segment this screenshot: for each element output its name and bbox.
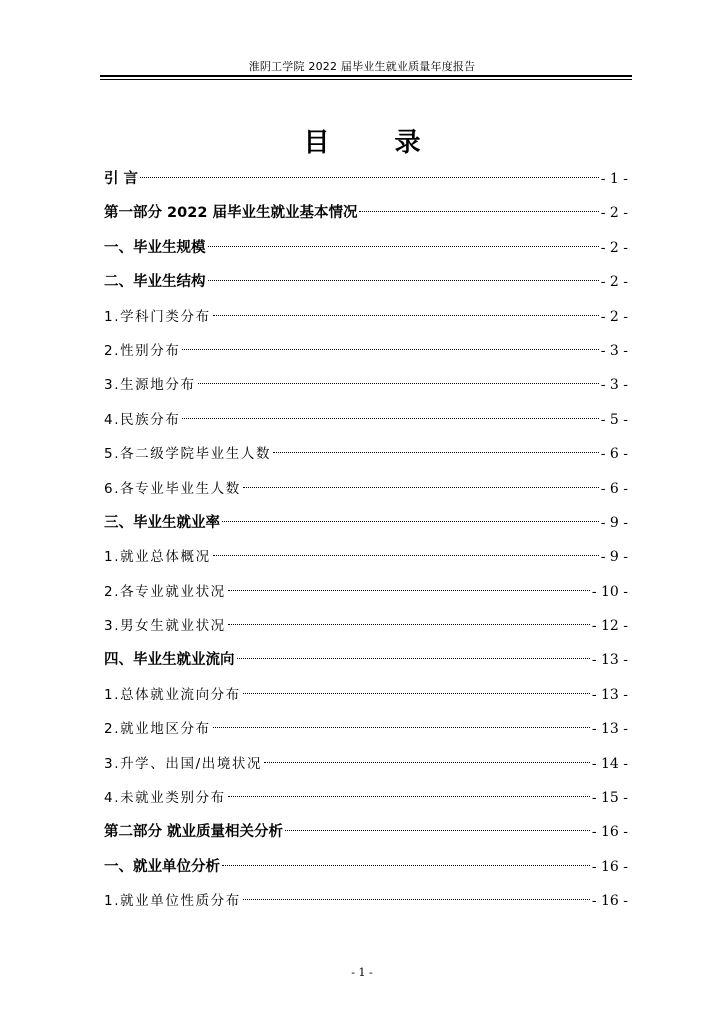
toc-entry[interactable] [104,265,628,299]
toc-entry-label: 1.总体就业流向分布 [104,686,241,703]
toc-dot-leader [182,418,598,419]
toc-entry[interactable] [104,231,628,265]
toc-entry[interactable] [104,437,628,471]
toc-title: 目 录 [303,128,449,158]
toc-dot-leader [222,865,590,866]
toc-entry[interactable] [104,368,628,402]
toc-entry[interactable] [104,300,628,334]
running-header: 淮阴工学院 2022 届毕业生就业质量年度报告 [248,60,476,73]
toc-entry[interactable] [104,334,628,368]
toc-entry-label: 2.各专业就业状况 [104,583,226,600]
toc-dot-leader [359,211,598,212]
toc-dot-leader [285,830,590,831]
toc-entry-label: 第一部分 2022 届毕业生就业基本情况 [104,205,358,222]
toc-entry[interactable] [104,540,628,574]
toc-dot-leader [208,246,599,247]
toc-entry[interactable] [104,643,628,677]
toc-entry-page: - 9 - [600,549,628,566]
toc-entry-page: - 16 - [591,893,628,910]
toc-entry-label: 1.就业单位性质分布 [104,893,241,910]
toc-entry[interactable] [104,712,628,746]
toc-entry[interactable] [104,884,628,918]
toc-entry-page: - 5 - [600,411,628,428]
toc-entry-page: - 15 - [591,790,628,807]
toc-entry-label: 5.各二级学院毕业生人数 [104,446,272,463]
toc-entry[interactable] [104,609,628,643]
toc-entry[interactable] [104,781,628,815]
toc-entry[interactable] [104,472,628,506]
toc-entry-label: 1.学科门类分布 [104,308,211,325]
toc-entry-label: 2.就业地区分布 [104,721,211,738]
toc-dot-leader [243,899,590,900]
toc-entry-page: - 16 - [591,824,628,841]
toc-entry[interactable] [104,850,628,884]
toc-entry-label: 二、毕业生结构 [104,274,206,291]
toc-dot-leader [264,762,590,763]
toc-entry-page: - 6 - [600,446,628,463]
toc-entry[interactable] [104,506,628,540]
toc-dot-leader [182,349,598,350]
toc-dot-leader [213,315,599,316]
toc-entry-label: 3.男女生就业状况 [104,618,226,635]
toc-entry[interactable] [104,403,628,437]
toc-entry-label: 3.升学、出国/出境状况 [104,755,263,772]
header-rule [100,75,632,77]
toc-entry-page: - 10 - [591,583,628,600]
toc-dot-leader [228,590,590,591]
toc-entry-label: 一、毕业生规模 [104,239,206,256]
toc-entry[interactable] [104,815,628,849]
toc-dot-leader [228,624,590,625]
toc-entry-label: 4.未就业类别分布 [104,790,226,807]
toc-dot-leader [222,521,599,522]
toc-entry[interactable] [104,678,628,712]
toc-entry-label: 四、毕业生就业流向 [104,652,235,669]
toc-entry-label: 6.各专业毕业生人数 [104,480,241,497]
toc-entry-page: - 14 - [591,755,628,772]
toc-entry-page: - 2 - [600,205,628,222]
toc-entry-label: 三、毕业生就业率 [104,514,220,531]
toc-entry-page: - 2 - [600,239,628,256]
toc-dot-leader [198,383,599,384]
toc-entry-page: - 3 - [600,377,628,394]
toc-entry-label: 3.生源地分布 [104,377,196,394]
footer-page-number: - 1 - [351,966,373,979]
toc-entry-label: 一、就业单位分析 [104,858,220,875]
header-rule-thin [100,79,632,80]
toc-entry-page: - 6 - [600,480,628,497]
toc-entry[interactable] [104,575,628,609]
toc-entry-page: - 2 - [600,308,628,325]
toc-dot-leader [228,796,590,797]
toc-dot-leader [140,177,599,178]
toc-entry-page: - 9 - [600,514,628,531]
toc-dot-leader [213,555,599,556]
toc-entry-label: 引 言 [104,171,139,187]
toc-dot-leader [273,452,599,453]
toc-entry[interactable] [104,747,628,781]
toc-entry-page: - 1 - [600,171,628,187]
toc-dot-leader [237,658,590,659]
table-of-contents [104,162,628,919]
toc-dot-leader [208,280,599,281]
toc-entry-page: - 3 - [600,342,628,359]
toc-entry[interactable] [104,162,628,196]
toc-entry-page: - 16 - [591,858,628,875]
toc-entry-label: 4.民族分布 [104,411,181,428]
toc-dot-leader [243,487,599,488]
toc-entry-page: - 12 - [591,618,628,635]
toc-entry-label: 2.性别分布 [104,342,181,359]
toc-entry-page: - 13 - [591,686,628,703]
toc-entry-page: - 13 - [591,721,628,738]
toc-entry[interactable] [104,196,628,230]
toc-dot-leader [243,693,590,694]
toc-entry-page: - 2 - [600,274,628,291]
toc-entry-page: - 13 - [591,652,628,669]
toc-dot-leader [213,727,590,728]
toc-entry-label: 第二部分 就业质量相关分析 [104,824,284,841]
toc-entry-label: 1.就业总体概况 [104,549,211,566]
